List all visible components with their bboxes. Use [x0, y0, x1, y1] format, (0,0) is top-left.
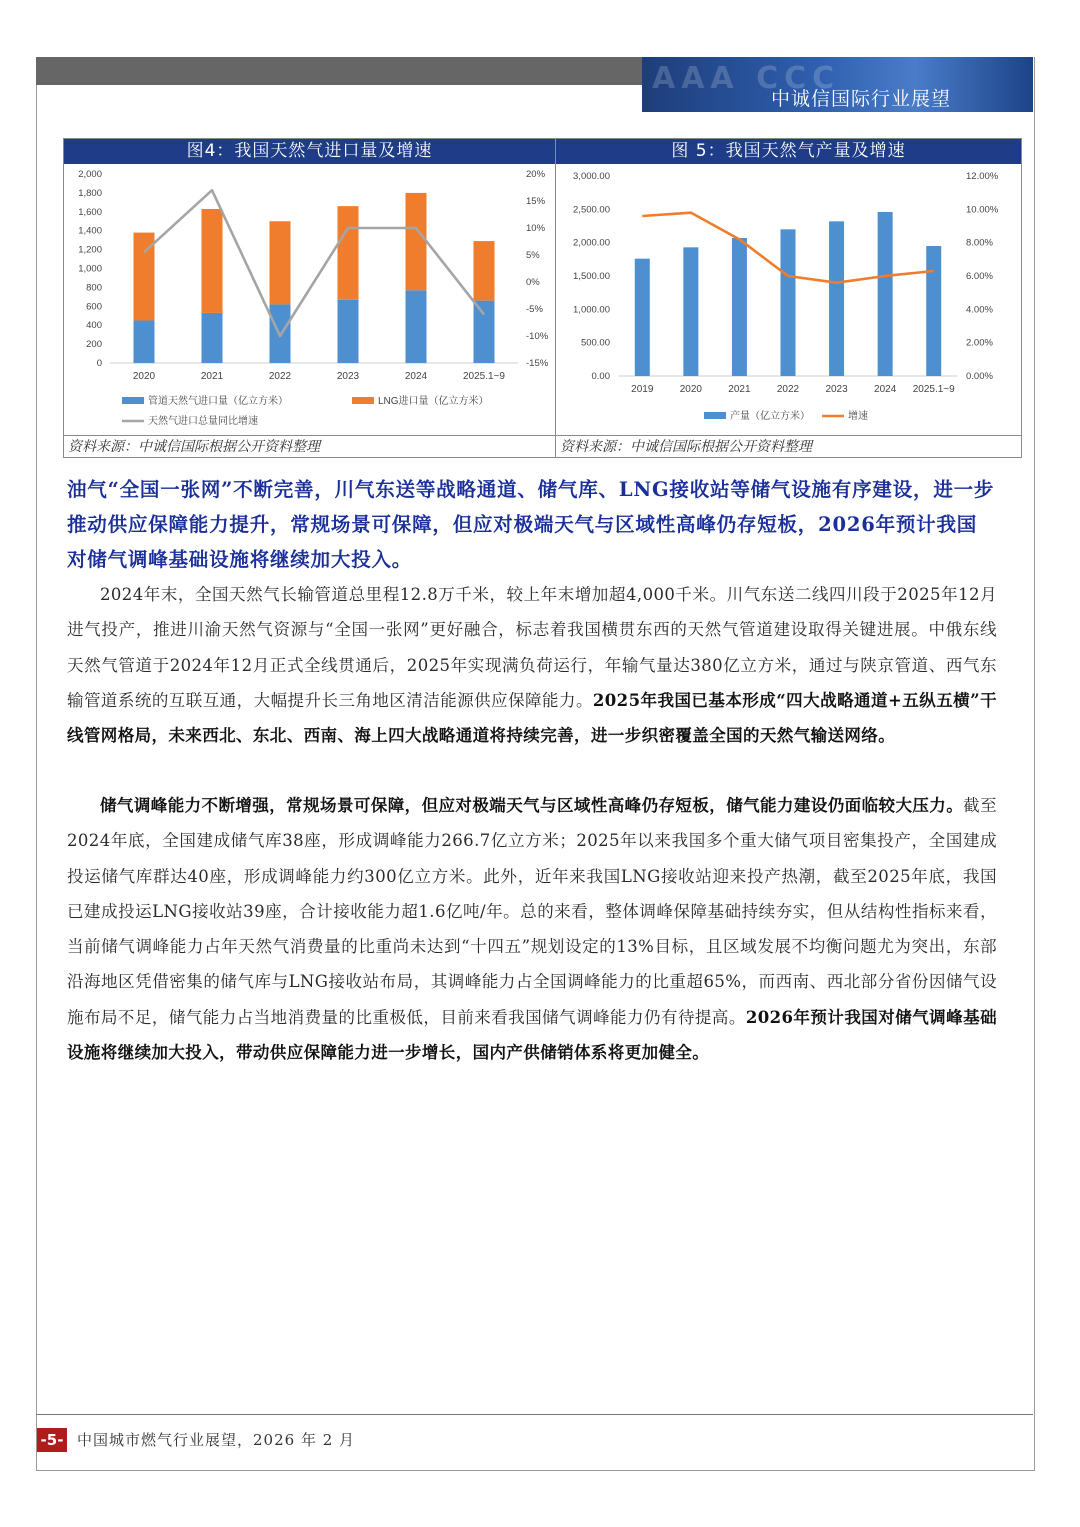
bar-primary: [338, 300, 359, 363]
header-banner: [642, 57, 1033, 112]
x-tick-label: 2023: [336, 371, 360, 382]
bar-secondary: [406, 193, 427, 290]
footer-rule: [36, 1414, 1033, 1415]
y-tick-label: 1,800: [78, 187, 102, 199]
figure-4-title: 图4：我国天然气进口量及增速: [64, 139, 555, 164]
y-tick-label: 800: [86, 282, 102, 294]
y2-tick-label: 8.00%: [966, 237, 993, 249]
legend-swatch-bar: [352, 397, 374, 404]
y-tick-label: 2,000.00: [573, 237, 610, 249]
legend-swatch-bar: [704, 412, 726, 419]
paragraph-pipeline: [67, 577, 997, 753]
x-tick-label: 2025.1~9: [912, 384, 955, 395]
y2-tick-label: 15%: [526, 196, 546, 207]
figure-4-source: 资料来源：中诚信国际根据公开资料整理: [64, 435, 555, 457]
bar-primary: [406, 290, 427, 363]
legend-swatch-bar: [122, 397, 144, 404]
y2-tick-label: 2.00%: [966, 337, 993, 349]
bar-primary: [878, 212, 893, 376]
x-tick-label: 2025.1~9: [463, 371, 505, 382]
x-tick-label: 2021: [728, 384, 751, 395]
footer-text: 中国城市燃气行业展望，2026 年 2 月: [77, 1431, 356, 1449]
y-tick-label: 1,000: [78, 263, 102, 275]
bar-secondary: [474, 241, 495, 301]
y2-tick-label: 10%: [526, 223, 546, 234]
bar-primary: [202, 313, 223, 363]
y2-tick-label: 6.00%: [966, 271, 993, 282]
bar-secondary: [338, 206, 359, 300]
y-tick-label: 3,000.00: [573, 171, 610, 182]
lead-summary: 油气“全国一张网”不断完善，川气东送等战略通道、储气库、LNG接收站等储气设施有序建设，进一步推动供应保障能力提升，常规场景可保障，但应对极端天气与区域性高峰仍存短板，2026年预计我国对储气调峰基础设施将继续加大投入。: [67, 478, 995, 571]
bar-primary: [474, 301, 495, 363]
paragraph-pipeline-text: 2024年末，全国天然气长输管道总里程12.8万千米，较上年末增加超4,000千米。川气东送二线四川段于2025年12月进气投产，推进川渝天然气资源与“全国一张网”更好融合，标志着我国横贯东西的天然气管道建设取得关键进展。中俄东线天然气管道于2024年12月正式全线贯通后，2025年实现满负荷运行，年输气量达380亿立方米，通过与陕京管道、西气东输管道系统的互联互通，大幅提升长三角地区清洁能源供应保障能力。: [67, 585, 997, 710]
paragraph-storage: [67, 788, 997, 1070]
y-tick-label: 1,500.00: [573, 271, 610, 282]
paragraph-pipeline-bold: 2025年我国已基本形成“四大战略通道+五纵五横”干线管网格局，未来西北、东北、西南、海上四大战略通道将持续完善，进一步织密覆盖全国的天然气输送网络。: [67, 690, 997, 746]
x-tick-label: 2020: [679, 384, 702, 395]
paragraph-storage-text: 截至2024年底，全国建成储气库38座，形成调峰能力266.7亿立方米；2025年以来我国多个重大储气项目密集投产，全国建成投运储气库群达40座，形成调峰能力约300亿立方米。此外，近年来我国LNG接收站迎来投产热潮，截至2025年底，我国已建成投运LNG接收站39座，合计接收能力超1.6亿吨/年。总的来看，整体调峰保障基础持续夯实，但从结构性指标来看，当前储气调峰能力占年天然气消费量的比重尚未达到“十四五”规划设定的13%目标，且区域发展不均衡问题尤为突出，东部沿海地区凭借密集的储气库与LNG接收站布局，其调峰能力占全国调峰能力的比重超65%，而西南、西北部分省份因储气设施布局不足，储气能力占当地消费量的比重极低，目前来看我国储气调峰能力仍有待提高。: [67, 796, 997, 1027]
x-tick-label: 2021: [200, 371, 224, 382]
figure-4: [64, 139, 556, 457]
legend-label: 管道天然气进口量（亿立方米）: [148, 396, 288, 407]
y2-tick-label: -10%: [526, 331, 549, 342]
y2-tick-label: 5%: [526, 250, 540, 261]
y-tick-label: 400: [86, 320, 102, 332]
x-tick-label: 2024: [874, 384, 897, 395]
legend-label: LNG进口量（亿立方米）: [378, 396, 489, 407]
y-tick-label: 1,200: [78, 244, 102, 256]
y-tick-label: 600: [86, 301, 102, 313]
bar-primary: [926, 246, 941, 376]
figures-panel: [63, 138, 1022, 458]
header-title: 中诚信国际行业展望: [770, 88, 951, 110]
figure-5: [556, 139, 1021, 457]
x-tick-label: 2022: [776, 384, 800, 395]
x-tick-label: 2022: [268, 371, 292, 382]
y2-tick-label: 12.00%: [966, 171, 999, 182]
bar-primary: [134, 320, 155, 363]
bar-primary: [635, 259, 650, 376]
figure-5-source: 资料来源：中诚信国际根据公开资料整理: [556, 435, 1021, 457]
y-tick-label: 0.00: [591, 371, 610, 382]
y-tick-label: 0: [96, 358, 102, 369]
paragraph-storage-bold-lead: 储气调峰能力不断增强，常规场景可保障，但应对极端天气与区域性高峰仍存短板，储气能力建设仍面临较大压力。: [100, 796, 964, 815]
legend-label: 增速: [848, 411, 868, 422]
series-line: [144, 190, 484, 336]
y-tick-label: 1,400: [78, 225, 102, 237]
figure-4-chart: [64, 164, 555, 435]
y2-tick-label: -15%: [526, 358, 549, 369]
x-tick-label: 2023: [825, 384, 848, 395]
y2-tick-label: 4.00%: [966, 304, 993, 316]
y-tick-label: 2,000: [78, 169, 102, 180]
y-tick-label: 1,000.00: [573, 304, 610, 316]
bar-secondary: [270, 221, 291, 304]
x-tick-label: 2020: [132, 371, 156, 382]
y2-tick-label: 20%: [526, 169, 546, 180]
legend-label: 天然气进口总量同比增速: [148, 416, 258, 427]
bar-primary: [732, 238, 747, 376]
page-number: -5-: [37, 1428, 67, 1452]
x-tick-label: 2019: [631, 384, 654, 395]
bar-primary: [683, 247, 698, 376]
y-tick-label: 200: [86, 339, 102, 351]
header-bar: [36, 57, 642, 85]
bar-primary: [781, 229, 796, 376]
y-tick-label: 500.00: [580, 337, 610, 349]
paragraph-storage-bold: 2026年预计我国对储气调峰基础设施将继续加大投入，带动供应保障能力进一步增长，国内产供储销体系将更加健全。: [67, 1007, 997, 1063]
y2-tick-label: 0.00%: [966, 371, 993, 382]
legend-label: 产量（亿立方米）: [730, 411, 810, 422]
x-tick-label: 2024: [404, 371, 428, 382]
y-tick-label: 2,500.00: [573, 204, 610, 216]
figure-5-title: 图 5：我国天然气产量及增速: [556, 139, 1021, 164]
y2-tick-label: 10.00%: [966, 204, 999, 216]
figure-5-chart: [556, 164, 1021, 435]
banner-deco-text: AAA CCC: [652, 61, 841, 96]
bar-primary: [829, 221, 844, 376]
bar-secondary: [202, 209, 223, 313]
y-tick-label: 1,600: [78, 206, 102, 218]
y2-tick-label: -5%: [526, 304, 543, 315]
y2-tick-label: 0%: [526, 277, 540, 288]
